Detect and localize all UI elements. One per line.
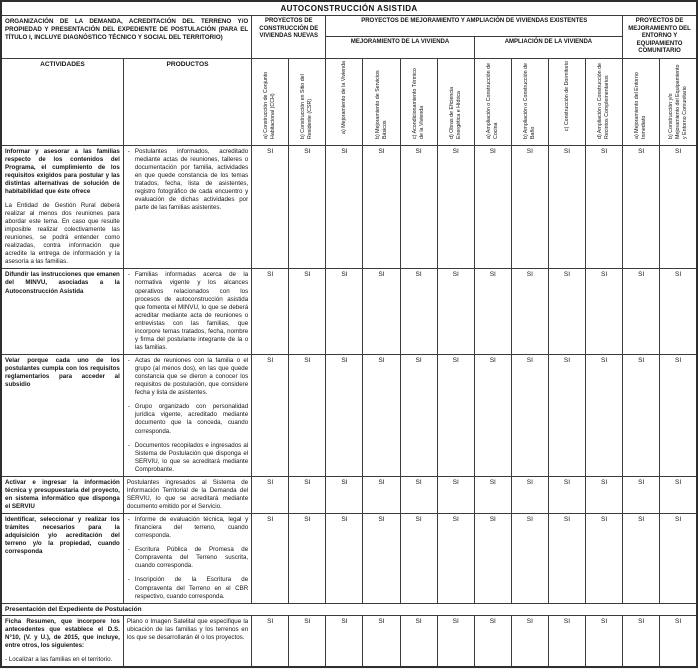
si-cell: SI <box>400 476 437 513</box>
product-text: - Familias informadas acerca de la normativa vigente y los alcances operativos relacionados con los procesos de autoconstrucción asistida que fomenta el MINVU, lo que se deberá acreditar mediante acta de reuniones o entrevistas con las familias, que incorpore temas tratados, fecha, nombre y firma del postulante integrante de la o las familias. <box>127 271 248 352</box>
si-cell: SI <box>252 269 289 355</box>
si-cell: SI <box>660 476 697 513</box>
table-row <box>1 514 697 604</box>
si-cell: SI <box>660 355 697 477</box>
column-header-cell <box>437 58 474 145</box>
table-row <box>1 615 697 667</box>
column-header-cell <box>326 58 363 145</box>
product-text: - Escritura Pública de Promesa de Compraventa del Terreno suscrita, cuando corresponda. <box>127 546 248 570</box>
si-cell: SI <box>437 514 474 604</box>
activities-cell <box>1 355 123 477</box>
activities-cell <box>1 269 123 355</box>
si-cell: SI <box>326 355 363 477</box>
column-header-cell <box>474 58 511 145</box>
si-cell: SI <box>252 355 289 477</box>
si-cell: SI <box>289 355 326 477</box>
table-body <box>1 145 697 667</box>
si-cell: SI <box>289 615 326 667</box>
si-cell: SI <box>363 269 400 355</box>
activity-text: La Entidad de Gestión Rural deberá realizar al menos dos reuniones para abordar este tema. En caso que resulte imposible realizar colectivamente las reuniones, se podrá entender como realizadas, contra información que acredite la entrega de información y la asesoría a las familias. <box>5 201 120 266</box>
product-text: - Informe de evaluación técnica, legal y financiera del terreno, cuando corresponda. <box>127 516 248 540</box>
si-cell: SI <box>660 145 697 269</box>
activity-text: Ficha Resumen, que incorpore los antecedentes que establece el D.S. N°10, (V. y U.), de 2015, que incluye, entre otros, los siguientes: <box>5 617 120 649</box>
si-cell: SI <box>252 615 289 667</box>
si-cell: SI <box>586 145 623 269</box>
column-header-cell <box>548 58 585 145</box>
column-header-label: d) Obras de Eficiencia Energética e Hídrica <box>448 86 462 139</box>
si-cell: SI <box>623 476 660 513</box>
si-cell: SI <box>548 355 585 477</box>
si-cell: SI <box>437 615 474 667</box>
column-header-label: a) Mejoramiento del Entorno Inmediato <box>634 71 648 139</box>
column-header-cell <box>363 58 400 145</box>
column-header-label: b) Construcción y/o Mejoramiento del Equipamiento y Entorno Comunitario <box>667 64 688 139</box>
product-text: - Grupo organizado con personalidad jurídica vigente, acreditado mediante documento que la conceda, cuando corresponda. <box>127 403 248 435</box>
si-cell: SI <box>548 476 585 513</box>
column-header-cell <box>586 58 623 145</box>
title-row <box>1 1 697 16</box>
si-cell: SI <box>437 476 474 513</box>
si-cell: SI <box>437 355 474 477</box>
si-cell: SI <box>511 514 548 604</box>
activity-text: Activar e ingresar la información técnica y presupuestaria del proyecto, en sistema informático que disponga el SERVIU <box>5 478 120 510</box>
group-new-housing: PROYECTOS DE CONSTRUCCIÓN DE VIVIENDAS NUEVAS <box>252 16 326 59</box>
subgroup-expansion: AMPLIACIÓN DE LA VIVIENDA <box>474 37 622 58</box>
product-text: Postulantes ingresados al Sistema de Información Territorial de la Demanda del SERVIU, lo que se acreditará mediante documento emitido por el Servicio. <box>126 478 249 510</box>
si-cell: SI <box>623 615 660 667</box>
activities-cell <box>1 514 123 604</box>
si-cell: SI <box>586 355 623 477</box>
group-environment: PROYECTOS DE MEJORAMIENTO DEL ENTORNO Y EQUIPAMIENTO COMUNITARIO <box>623 16 697 59</box>
si-cell: SI <box>660 269 697 355</box>
activities-cell <box>1 615 123 667</box>
si-cell: SI <box>586 476 623 513</box>
si-cell: SI <box>252 145 289 269</box>
column-header-label: b) Construcción en Sitio del Residente (CSR) <box>300 73 314 139</box>
si-cell: SI <box>586 615 623 667</box>
si-cell: SI <box>623 145 660 269</box>
column-header-cell <box>289 58 326 145</box>
product-text: - Documentos recopilados e ingresados al Sistema de Postulación que disponga el SERVIU, lo que se acreditará mediante Comprobante. <box>127 442 248 474</box>
column-header-cell <box>400 58 437 145</box>
group-header-row <box>1 16 697 37</box>
si-cell: SI <box>252 514 289 604</box>
products-cell <box>123 476 251 513</box>
si-cell: SI <box>289 269 326 355</box>
si-cell: SI <box>400 145 437 269</box>
products-cell <box>123 269 251 355</box>
si-cell: SI <box>623 355 660 477</box>
si-cell: SI <box>474 269 511 355</box>
si-cell: SI <box>660 514 697 604</box>
column-header-label: c) Acondicionamiento Térmico de la Vivienda <box>411 67 425 139</box>
activity-text: - Localizar a las familias en el territorio. <box>5 655 113 663</box>
si-cell: SI <box>548 615 585 667</box>
column-header-row <box>1 58 697 145</box>
si-cell: SI <box>623 269 660 355</box>
si-cell: SI <box>511 615 548 667</box>
product-text: - Actas de reuniones con la familia o el grupo (al menos dos), en las que quede constancia que se dieron a conocer los requisitos de postulación, que considere fecha y lista de asistentes. <box>127 357 248 397</box>
product-text: Plano o Imagen Satelital que especifique la ubicación de las familias y los terrenos en los que se desarrollarán él o los proyectos. <box>126 617 249 641</box>
column-header-label: b) Ampliación o Construcción de Baño <box>523 62 536 139</box>
si-cell: SI <box>586 514 623 604</box>
document-title: AUTOCONSTRUCCIÓN ASISTIDA <box>1 1 697 16</box>
si-cell: SI <box>289 514 326 604</box>
si-cell: SI <box>400 269 437 355</box>
si-cell: SI <box>474 355 511 477</box>
activities-cell <box>1 145 123 269</box>
column-header-activities: ACTIVIDADES <box>1 58 123 145</box>
si-cell: SI <box>586 269 623 355</box>
column-header-label: a) Construcción de Conjunto Habitacional (CCH) <box>263 71 277 139</box>
section-row <box>1 603 697 615</box>
si-cell: SI <box>363 145 400 269</box>
si-cell: SI <box>437 145 474 269</box>
si-cell: SI <box>623 514 660 604</box>
column-header-cell <box>660 58 697 145</box>
product-text: - Inscripción de la Escritura de Compraventa del Terreno en el CBR respectivo, cuando corresponda. <box>127 576 248 600</box>
column-header-cell <box>511 58 548 145</box>
si-cell: SI <box>400 514 437 604</box>
table-row <box>1 355 697 477</box>
si-cell: SI <box>400 615 437 667</box>
si-cell: SI <box>400 355 437 477</box>
section-title: Presentación del Expediente de Postulación <box>1 603 697 615</box>
si-cell: SI <box>437 269 474 355</box>
si-cell: SI <box>474 615 511 667</box>
table-row <box>1 269 697 355</box>
si-cell: SI <box>289 145 326 269</box>
header-left-block: ORGANIZACIÓN DE LA DEMANDA, ACREDITACIÓN DEL TERRENO Y/O PROPIEDAD Y PRESENTACIÓN DEL EXPEDIENTE DE POSTULACIÓN (PARA EL TÍTULO I, INCLUYE DIAGNÓSTICO TÉCNICO Y SOCIAL DEL TERRITORIO) <box>1 16 252 59</box>
si-cell: SI <box>548 269 585 355</box>
products-cell <box>123 145 251 269</box>
subgroup-improvement: MEJORAMIENTO DE LA VIVIENDA <box>326 37 474 58</box>
si-cell: SI <box>511 145 548 269</box>
table-header <box>1 1 697 145</box>
activity-text: Velar porque cada uno de los postulantes cumpla con los requisitos reglamentarios para acceder al subsidio <box>5 357 120 389</box>
si-cell: SI <box>252 476 289 513</box>
si-cell: SI <box>363 476 400 513</box>
column-header-label: d) Ampliación o Construcción de Recintos Complementarios <box>597 62 611 139</box>
products-cell <box>123 514 251 604</box>
activities-cell <box>1 476 123 513</box>
column-header-label: c) Construcción de Dormitorio <box>563 60 570 131</box>
column-header-label: b) Mejoramiento de Servicios Básicos <box>374 69 388 139</box>
table-row <box>1 476 697 513</box>
si-cell: SI <box>474 476 511 513</box>
si-cell: SI <box>363 514 400 604</box>
si-cell: SI <box>548 145 585 269</box>
column-header-cell <box>252 58 289 145</box>
si-cell: SI <box>548 514 585 604</box>
product-text: - Postulantes informados, acreditado mediante actas de reuniones, talleres o documentación por familia, actividades en que quede constancia de los temas tratados, fecha, lista de asistentes, registro fotográfico de cada encuentro y evaluación de dichas actividades por parte de las familias asistentes. <box>127 148 248 213</box>
si-cell: SI <box>511 355 548 477</box>
si-cell: SI <box>326 615 363 667</box>
si-cell: SI <box>289 476 326 513</box>
products-cell <box>123 615 251 667</box>
si-cell: SI <box>474 145 511 269</box>
si-cell: SI <box>363 355 400 477</box>
si-cell: SI <box>660 615 697 667</box>
si-cell: SI <box>511 476 548 513</box>
si-cell: SI <box>326 145 363 269</box>
column-header-label: a) Ampliación o Construcción de Cocina <box>485 62 499 139</box>
activity-text: Difundir las instrucciones que emanen del MINVU, asociadas a la Autoconstrucción Asistida <box>5 271 120 295</box>
si-cell: SI <box>474 514 511 604</box>
column-header-cell <box>623 58 660 145</box>
activity-text: Informar y asesorar a las familias respecto de los contenidos del Programa, el cumplimiento de los requisitos exigidos para postular y las distintas alternativas de solución de habitabilidad que éste ofrece <box>5 147 120 195</box>
group-improvement-expansion: PROYECTOS DE MEJORAMIENTO Y AMPLIACIÓN DE VIVIENDAS EXISTENTES <box>326 16 623 37</box>
column-header-label: a) Mejoramiento de la Vivienda <box>340 60 347 134</box>
si-cell: SI <box>511 269 548 355</box>
table-row <box>1 145 697 269</box>
si-cell: SI <box>326 269 363 355</box>
si-cell: SI <box>326 514 363 604</box>
activity-text: Identificar, seleccionar y realizar los trámites necesarios para la adquisición y/o acreditación del terreno y/o la propiedad, cuando corresponda <box>5 516 120 556</box>
si-cell: SI <box>363 615 400 667</box>
column-header-products: PRODUCTOS <box>123 58 251 145</box>
si-cell: SI <box>326 476 363 513</box>
products-cell <box>123 355 251 477</box>
